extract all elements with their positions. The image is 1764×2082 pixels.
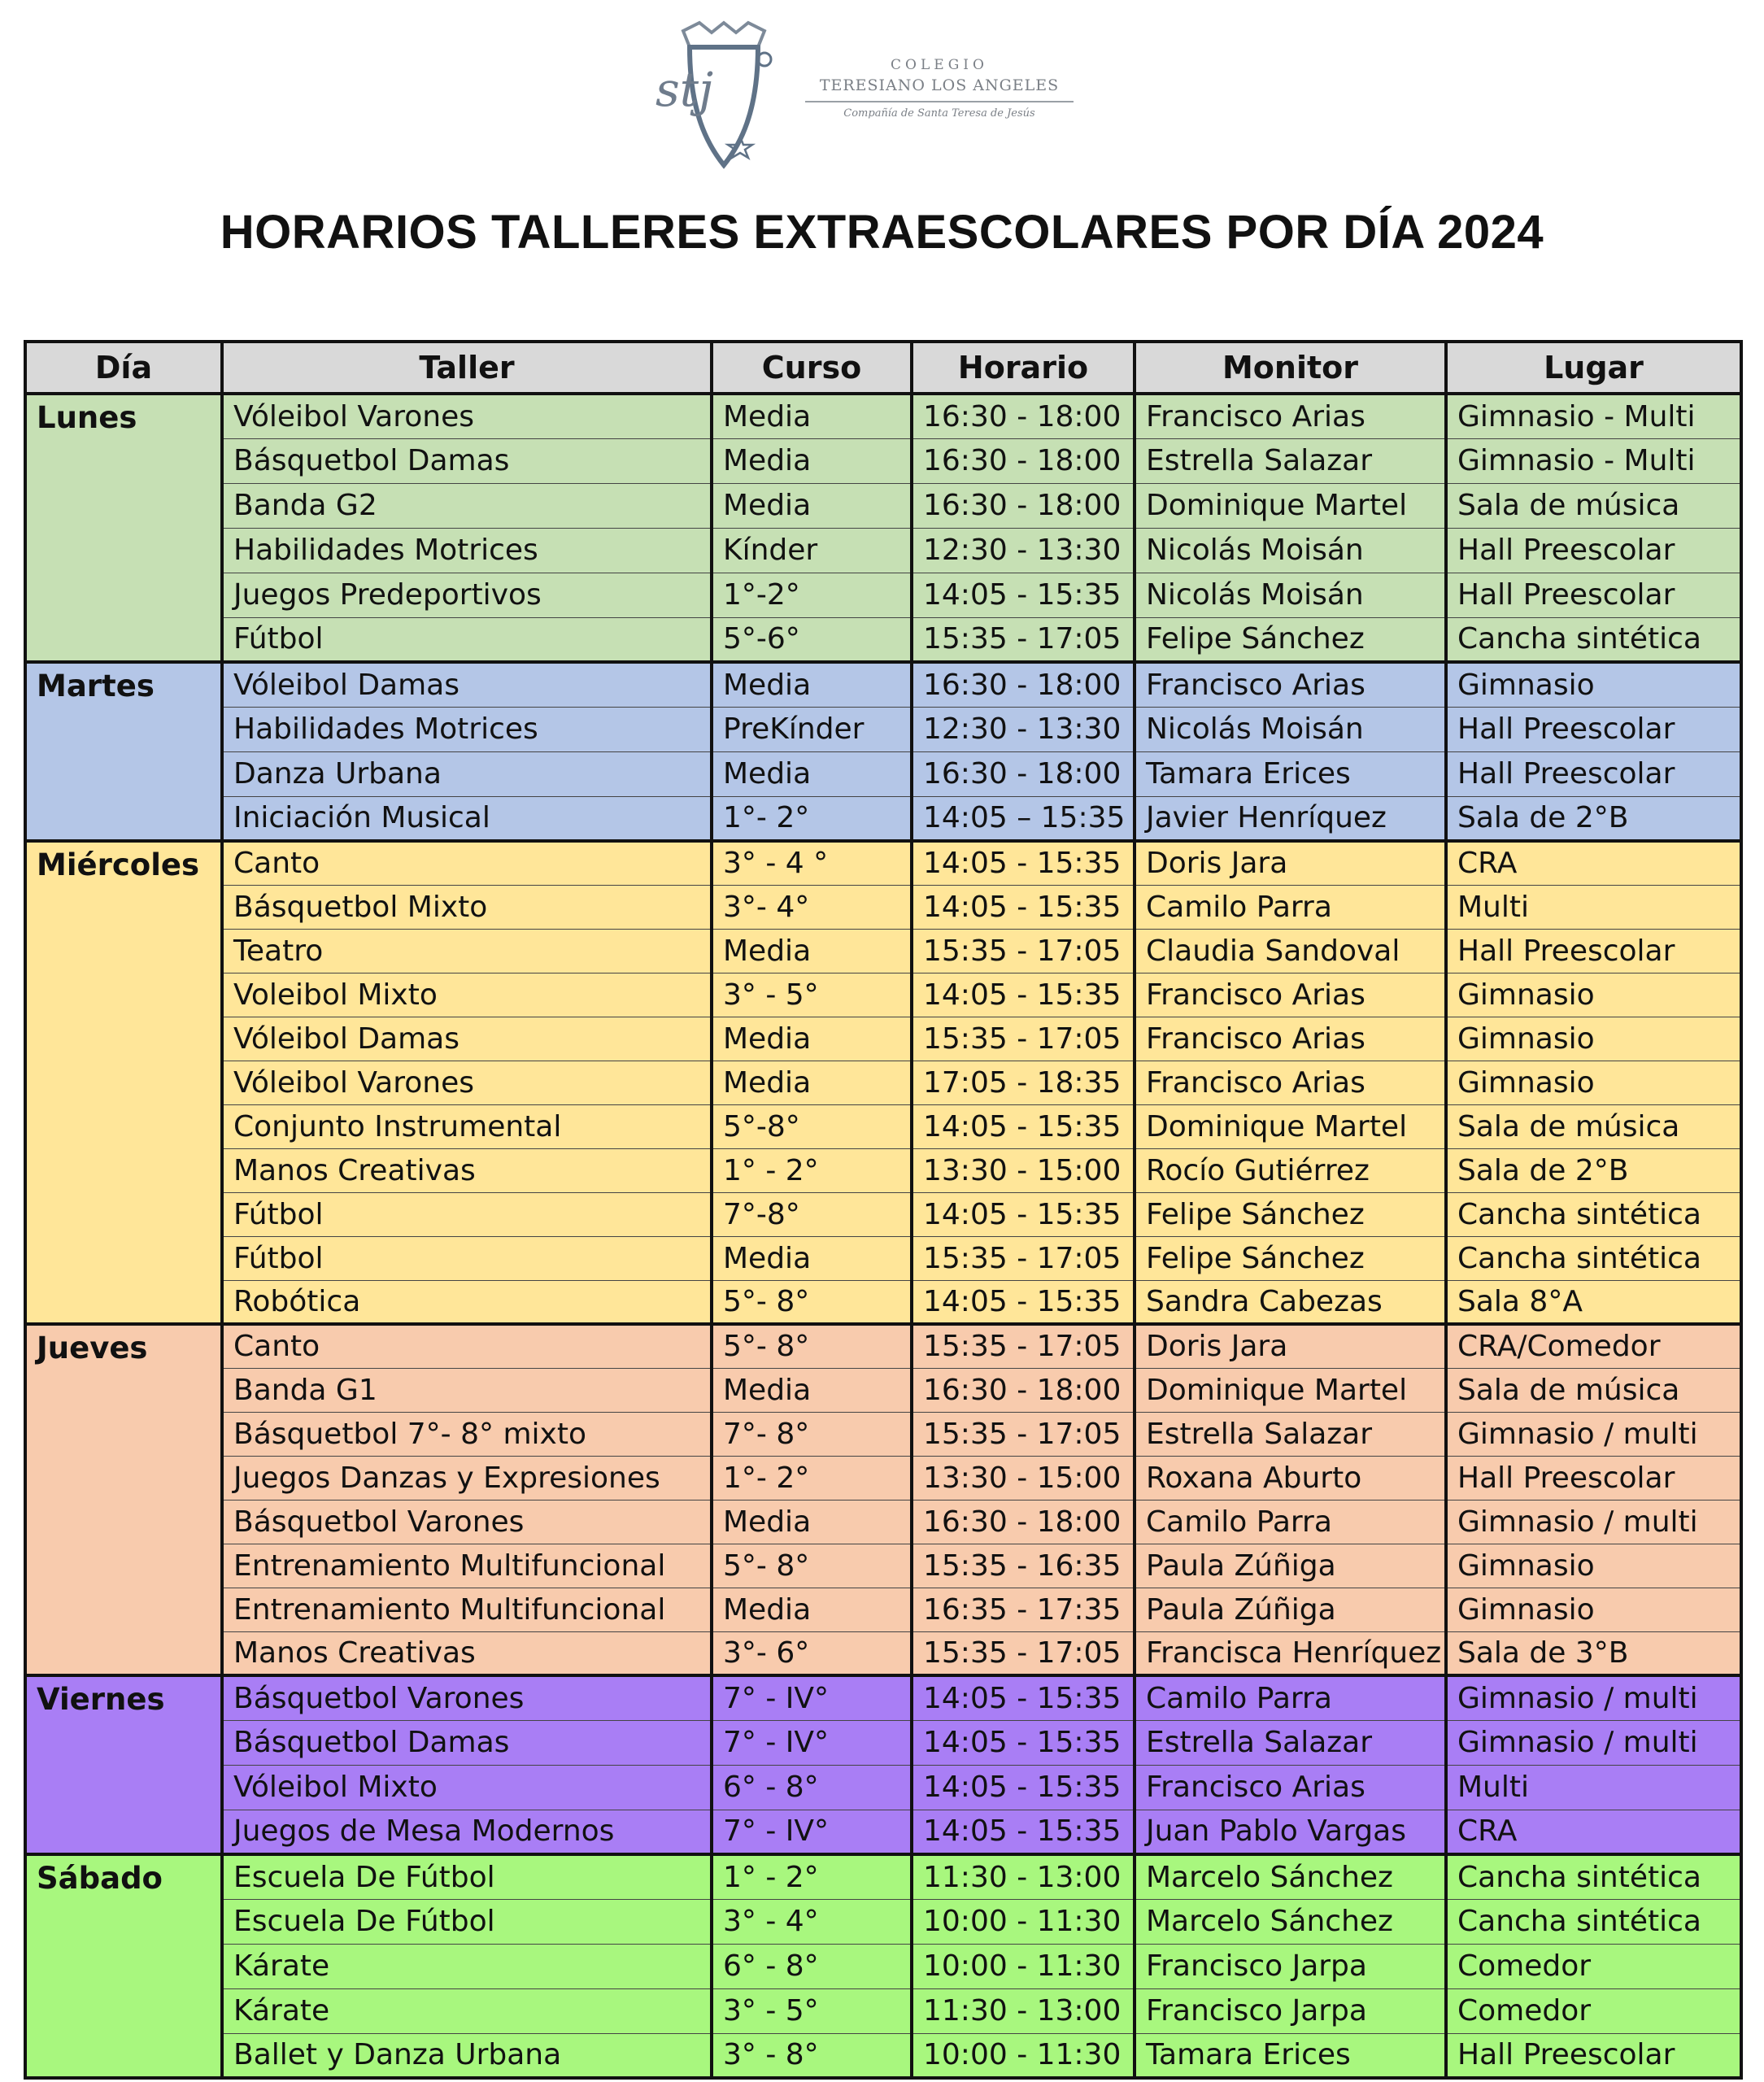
curso-cell: Media <box>712 751 912 796</box>
table-row <box>25 1765 1741 1810</box>
monitor-cell: Sandra Cabezas <box>1135 1280 1446 1324</box>
curso-cell: 3° - 5° <box>712 973 912 1017</box>
taller-cell: Ballet y Danza Urbana <box>222 2033 712 2078</box>
curso-cell: Media <box>712 1500 912 1544</box>
lugar-cell: Sala de música <box>1446 1104 1741 1148</box>
taller-cell: Vóleibol Mixto <box>222 1765 712 1810</box>
curso-cell: 5°-8° <box>712 1104 912 1148</box>
taller-cell: Banda G2 <box>222 483 712 528</box>
horario-cell: 15:35 - 16:35 <box>912 1544 1135 1588</box>
table-row <box>25 796 1741 841</box>
horario-cell: 14:05 - 15:35 <box>912 1765 1135 1810</box>
table-row <box>25 1810 1741 1854</box>
table-header-row <box>25 342 1741 394</box>
horario-cell: 16:30 - 18:00 <box>912 1500 1135 1544</box>
horario-cell: 16:30 - 18:00 <box>912 438 1135 483</box>
table-row <box>25 1500 1741 1544</box>
curso-cell: 7° - IV° <box>712 1675 912 1720</box>
table-row <box>25 528 1741 573</box>
table-row <box>25 573 1741 617</box>
lugar-cell: Gimnasio <box>1446 1017 1741 1061</box>
monitor-cell: Estrella Salazar <box>1135 1412 1446 1456</box>
column-header-horario: Horario <box>912 342 1135 394</box>
taller-cell: Fútbol <box>222 1236 712 1280</box>
monitor-cell: Javier Henríquez <box>1135 796 1446 841</box>
curso-cell: Media <box>712 394 912 438</box>
curso-cell: Media <box>712 1017 912 1061</box>
curso-cell: 5°- 8° <box>712 1280 912 1324</box>
curso-cell: 3° - 8° <box>712 2033 912 2078</box>
curso-cell: Media <box>712 1588 912 1631</box>
curso-cell: 3° - 4° <box>712 1899 912 1944</box>
curso-cell: 3° - 4 ° <box>712 841 912 885</box>
taller-cell: Teatro <box>222 929 712 973</box>
horario-cell: 10:00 - 11:30 <box>912 1944 1135 1988</box>
curso-cell: Media <box>712 1061 912 1104</box>
horario-cell: 15:35 - 17:05 <box>912 1324 1135 1368</box>
monitor-cell: Tamara Erices <box>1135 2033 1446 2078</box>
monitor-cell: Paula Zúñiga <box>1135 1588 1446 1631</box>
curso-cell: Media <box>712 929 912 973</box>
curso-cell: Media <box>712 483 912 528</box>
monitor-cell: Dominique Martel <box>1135 1368 1446 1412</box>
table-row <box>25 1854 1741 1899</box>
column-header-taller: Taller <box>222 342 712 394</box>
column-header-lugar: Lugar <box>1446 342 1741 394</box>
shield-crest-icon <box>651 15 813 177</box>
schedule-body <box>25 394 1741 2078</box>
table-row <box>25 662 1741 707</box>
lugar-cell: Sala 8°A <box>1446 1280 1741 1324</box>
table-row <box>25 1061 1741 1104</box>
curso-cell: PreKínder <box>712 707 912 751</box>
lugar-cell: Gimnasio / multi <box>1446 1720 1741 1765</box>
horario-cell: 16:30 - 18:00 <box>912 483 1135 528</box>
horario-cell: 15:35 - 17:05 <box>912 1236 1135 1280</box>
day-cell: Sábado <box>25 1854 222 2078</box>
lugar-cell: Hall Preescolar <box>1446 2033 1741 2078</box>
horario-cell: 14:05 - 15:35 <box>912 973 1135 1017</box>
school-name <box>805 57 1074 120</box>
taller-cell: Básquetbol Varones <box>222 1675 712 1720</box>
page-title: HORARIOS TALLERES EXTRAESCOLARES POR DÍA 2024 <box>220 206 1544 259</box>
monitor-cell: Roxana Aburto <box>1135 1456 1446 1500</box>
table-row <box>25 1720 1741 1765</box>
table-row <box>25 1675 1741 1720</box>
taller-cell: Básquetbol Varones <box>222 1500 712 1544</box>
horario-cell: 14:05 - 15:35 <box>912 1280 1135 1324</box>
curso-cell: Media <box>712 1368 912 1412</box>
curso-cell: 1° - 2° <box>712 1854 912 1899</box>
horario-cell: 15:35 - 17:05 <box>912 929 1135 973</box>
table-row <box>25 1104 1741 1148</box>
monitor-cell: Dominique Martel <box>1135 483 1446 528</box>
horario-cell: 15:35 - 17:05 <box>912 1631 1135 1675</box>
monitor-cell: Felipe Sánchez <box>1135 1192 1446 1236</box>
column-header-monitor: Monitor <box>1135 342 1446 394</box>
table-row <box>25 1944 1741 1988</box>
curso-cell: 5°- 8° <box>712 1544 912 1588</box>
horario-cell: 16:30 - 18:00 <box>912 1368 1135 1412</box>
horario-cell: 14:05 - 15:35 <box>912 1104 1135 1148</box>
curso-cell: 1°- 2° <box>712 1456 912 1500</box>
lugar-cell: Cancha sintética <box>1446 1192 1741 1236</box>
horario-cell: 10:00 - 11:30 <box>912 2033 1135 2078</box>
monitor-cell: Tamara Erices <box>1135 751 1446 796</box>
taller-cell: Banda G1 <box>222 1368 712 1412</box>
horario-cell: 16:30 - 18:00 <box>912 662 1135 707</box>
horario-cell: 15:35 - 17:05 <box>912 1017 1135 1061</box>
lugar-cell: Gimnasio / multi <box>1446 1675 1741 1720</box>
table-row <box>25 885 1741 929</box>
school-logo <box>651 15 1074 177</box>
day-cell: Viernes <box>25 1675 222 1854</box>
school-name-line3: Compañía de Santa Teresa de Jesús <box>805 101 1074 120</box>
lugar-cell: Gimnasio / multi <box>1446 1500 1741 1544</box>
table-row <box>25 394 1741 438</box>
monitor-cell: Nicolás Moisán <box>1135 528 1446 573</box>
taller-cell: Básquetbol Mixto <box>222 885 712 929</box>
monitor-cell: Doris Jara <box>1135 1324 1446 1368</box>
table-row <box>25 1988 1741 2033</box>
horario-cell: 16:30 - 18:00 <box>912 394 1135 438</box>
horario-cell: 13:30 - 15:00 <box>912 1148 1135 1192</box>
lugar-cell: Hall Preescolar <box>1446 573 1741 617</box>
monitor-cell: Juan Pablo Vargas <box>1135 1810 1446 1854</box>
table-row <box>25 1280 1741 1324</box>
table-row <box>25 617 1741 662</box>
day-cell: Miércoles <box>25 841 222 1324</box>
horario-cell: 12:30 - 13:30 <box>912 528 1135 573</box>
horario-cell: 14:05 - 15:35 <box>912 841 1135 885</box>
curso-cell: 6° - 8° <box>712 1944 912 1988</box>
monitor-cell: Francisco Arias <box>1135 662 1446 707</box>
taller-cell: Habilidades Motrices <box>222 528 712 573</box>
horario-cell: 14:05 - 15:35 <box>912 573 1135 617</box>
lugar-cell: Sala de 2°B <box>1446 796 1741 841</box>
lugar-cell: CRA/Comedor <box>1446 1324 1741 1368</box>
curso-cell: 6° - 8° <box>712 1765 912 1810</box>
monitor-cell: Claudia Sandoval <box>1135 929 1446 973</box>
lugar-cell: Comedor <box>1446 1988 1741 2033</box>
lugar-cell: Sala de música <box>1446 483 1741 528</box>
taller-cell: Canto <box>222 1324 712 1368</box>
taller-cell: Básquetbol Damas <box>222 438 712 483</box>
curso-cell: Media <box>712 1236 912 1280</box>
monitor-cell: Francisco Arias <box>1135 973 1446 1017</box>
curso-cell: 5°-6° <box>712 617 912 662</box>
monitor-cell: Francisco Jarpa <box>1135 1988 1446 2033</box>
lugar-cell: Cancha sintética <box>1446 1236 1741 1280</box>
table-row <box>25 1544 1741 1588</box>
table-row <box>25 973 1741 1017</box>
taller-cell: Escuela De Fútbol <box>222 1854 712 1899</box>
taller-cell: Fútbol <box>222 617 712 662</box>
taller-cell: Juegos Danzas y Expresiones <box>222 1456 712 1500</box>
taller-cell: Kárate <box>222 1988 712 2033</box>
monitor-cell: Estrella Salazar <box>1135 1720 1446 1765</box>
monitor-cell: Marcelo Sánchez <box>1135 1899 1446 1944</box>
day-cell: Martes <box>25 662 222 841</box>
curso-cell: 7°-8° <box>712 1192 912 1236</box>
table-row <box>25 929 1741 973</box>
taller-cell: Fútbol <box>222 1192 712 1236</box>
lugar-cell: Gimnasio <box>1446 662 1741 707</box>
taller-cell: Vóleibol Varones <box>222 394 712 438</box>
table-row <box>25 1631 1741 1675</box>
taller-cell: Iniciación Musical <box>222 796 712 841</box>
horario-cell: 17:05 - 18:35 <box>912 1061 1135 1104</box>
curso-cell: 7°- 8° <box>712 1412 912 1456</box>
curso-cell: 7° - IV° <box>712 1810 912 1854</box>
lugar-cell: Gimnasio / multi <box>1446 1412 1741 1456</box>
curso-cell: 7° - IV° <box>712 1720 912 1765</box>
table-row <box>25 2033 1741 2078</box>
monitor-cell: Felipe Sánchez <box>1135 1236 1446 1280</box>
table-row <box>25 1148 1741 1192</box>
lugar-cell: Gimnasio <box>1446 1061 1741 1104</box>
lugar-cell: CRA <box>1446 841 1741 885</box>
table-row <box>25 483 1741 528</box>
horario-cell: 14:05 – 15:35 <box>912 796 1135 841</box>
monitor-cell: Estrella Salazar <box>1135 438 1446 483</box>
lugar-cell: Gimnasio <box>1446 1544 1741 1588</box>
table-row <box>25 1236 1741 1280</box>
day-cell: Lunes <box>25 394 222 662</box>
curso-cell: 1°-2° <box>712 573 912 617</box>
curso-cell: 3°- 6° <box>712 1631 912 1675</box>
taller-cell: Robótica <box>222 1280 712 1324</box>
lugar-cell: Cancha sintética <box>1446 617 1741 662</box>
taller-cell: Juegos de Mesa Modernos <box>222 1810 712 1854</box>
lugar-cell: Gimnasio - Multi <box>1446 438 1741 483</box>
lugar-cell: Sala de 2°B <box>1446 1148 1741 1192</box>
day-cell: Jueves <box>25 1324 222 1675</box>
lugar-cell: Multi <box>1446 1765 1741 1810</box>
lugar-cell: Hall Preescolar <box>1446 929 1741 973</box>
column-header-curso: Curso <box>712 342 912 394</box>
lugar-cell: Sala de 3°B <box>1446 1631 1741 1675</box>
taller-cell: Habilidades Motrices <box>222 707 712 751</box>
school-name-line2: TERESIANO LOS ANGELES <box>819 76 1060 94</box>
taller-cell: Vóleibol Damas <box>222 1017 712 1061</box>
curso-cell: 1°- 2° <box>712 796 912 841</box>
monitor-cell: Rocío Gutiérrez <box>1135 1148 1446 1192</box>
taller-cell: Juegos Predeportivos <box>222 573 712 617</box>
horario-cell: 14:05 - 15:35 <box>912 1720 1135 1765</box>
lugar-cell: Gimnasio <box>1446 1588 1741 1631</box>
lugar-cell: Gimnasio <box>1446 973 1741 1017</box>
lugar-cell: Hall Preescolar <box>1446 707 1741 751</box>
lugar-cell: Sala de música <box>1446 1368 1741 1412</box>
monitor-cell: Francisca Henríquez <box>1135 1631 1446 1675</box>
lugar-cell: Gimnasio - Multi <box>1446 394 1741 438</box>
table-row <box>25 1192 1741 1236</box>
monitor-cell: Francisco Arias <box>1135 1765 1446 1810</box>
svg-text:stj: stj <box>656 62 714 117</box>
monitor-cell: Paula Zúñiga <box>1135 1544 1446 1588</box>
taller-cell: Conjunto Instrumental <box>222 1104 712 1148</box>
horario-cell: 11:30 - 13:00 <box>912 1988 1135 2033</box>
taller-cell: Manos Creativas <box>222 1148 712 1192</box>
lugar-cell: Cancha sintética <box>1446 1899 1741 1944</box>
taller-cell: Básquetbol 7°- 8° mixto <box>222 1412 712 1456</box>
table-row <box>25 1899 1741 1944</box>
monitor-cell: Francisco Arias <box>1135 1017 1446 1061</box>
horario-cell: 14:05 - 15:35 <box>912 1192 1135 1236</box>
lugar-cell: Cancha sintética <box>1446 1854 1741 1899</box>
monitor-cell: Francisco Jarpa <box>1135 1944 1446 1988</box>
monitor-cell: Camilo Parra <box>1135 1500 1446 1544</box>
curso-cell: 3° - 5° <box>712 1988 912 2033</box>
horario-cell: 13:30 - 15:00 <box>912 1456 1135 1500</box>
table-row <box>25 1324 1741 1368</box>
horario-cell: 12:30 - 13:30 <box>912 707 1135 751</box>
monitor-cell: Camilo Parra <box>1135 885 1446 929</box>
curso-cell: 5°- 8° <box>712 1324 912 1368</box>
curso-cell: 3°- 4° <box>712 885 912 929</box>
taller-cell: Escuela De Fútbol <box>222 1899 712 1944</box>
horario-cell: 14:05 - 15:35 <box>912 1675 1135 1720</box>
curso-cell: Kínder <box>712 528 912 573</box>
lugar-cell: Hall Preescolar <box>1446 1456 1741 1500</box>
taller-cell: Entrenamiento Multifuncional <box>222 1544 712 1588</box>
table-row <box>25 1368 1741 1412</box>
curso-cell: Media <box>712 438 912 483</box>
taller-cell: Entrenamiento Multifuncional <box>222 1588 712 1631</box>
horario-cell: 16:30 - 18:00 <box>912 751 1135 796</box>
table-row <box>25 751 1741 796</box>
lugar-cell: Hall Preescolar <box>1446 528 1741 573</box>
table-row <box>25 1017 1741 1061</box>
taller-cell: Danza Urbana <box>222 751 712 796</box>
horario-cell: 10:00 - 11:30 <box>912 1899 1135 1944</box>
taller-cell: Básquetbol Damas <box>222 1720 712 1765</box>
taller-cell: Kárate <box>222 1944 712 1988</box>
horario-cell: 11:30 - 13:00 <box>912 1854 1135 1899</box>
table-row <box>25 1412 1741 1456</box>
column-header-dia: Día <box>25 342 222 394</box>
table-row <box>25 438 1741 483</box>
table-row <box>25 1456 1741 1500</box>
taller-cell: Voleibol Mixto <box>222 973 712 1017</box>
monitor-cell: Doris Jara <box>1135 841 1446 885</box>
monitor-cell: Marcelo Sánchez <box>1135 1854 1446 1899</box>
curso-cell: 1° - 2° <box>712 1148 912 1192</box>
monitor-cell: Nicolás Moisán <box>1135 573 1446 617</box>
lugar-cell: CRA <box>1446 1810 1741 1854</box>
monitor-cell: Dominique Martel <box>1135 1104 1446 1148</box>
monitor-cell: Francisco Arias <box>1135 1061 1446 1104</box>
taller-cell: Manos Creativas <box>222 1631 712 1675</box>
table-row <box>25 1588 1741 1631</box>
lugar-cell: Hall Preescolar <box>1446 751 1741 796</box>
monitor-cell: Nicolás Moisán <box>1135 707 1446 751</box>
taller-cell: Vóleibol Varones <box>222 1061 712 1104</box>
horario-cell: 14:05 - 15:35 <box>912 1810 1135 1854</box>
horario-cell: 14:05 - 15:35 <box>912 885 1135 929</box>
taller-cell: Canto <box>222 841 712 885</box>
lugar-cell: Multi <box>1446 885 1741 929</box>
lugar-cell: Comedor <box>1446 1944 1741 1988</box>
monitor-cell: Camilo Parra <box>1135 1675 1446 1720</box>
table-row <box>25 841 1741 885</box>
horario-cell: 15:35 - 17:05 <box>912 1412 1135 1456</box>
monitor-cell: Felipe Sánchez <box>1135 617 1446 662</box>
schedule-table <box>24 340 1743 2080</box>
horario-cell: 15:35 - 17:05 <box>912 617 1135 662</box>
monitor-cell: Francisco Arias <box>1135 394 1446 438</box>
curso-cell: Media <box>712 662 912 707</box>
school-name-line1: COLEGIO <box>891 57 988 73</box>
table-row <box>25 707 1741 751</box>
taller-cell: Vóleibol Damas <box>222 662 712 707</box>
horario-cell: 16:35 - 17:35 <box>912 1588 1135 1631</box>
